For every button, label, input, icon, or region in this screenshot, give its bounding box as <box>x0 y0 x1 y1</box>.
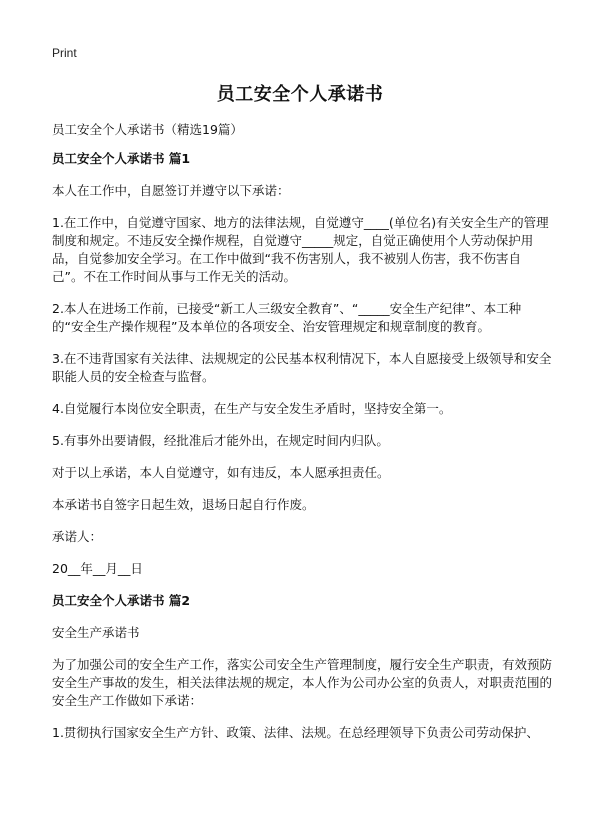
paragraph: 2.本人在进场工作前，已接受“新工人三级安全教育”、“_____安全生产纪律”、本工种的“安全生产操作规程”及本单位的各项安全、治安管理规定和规章制度的教育。 <box>52 301 522 334</box>
paragraph: 为了加强公司的安全生产工作，落实公司安全生产管理制度，履行安全生产职责，有效预防安全生产事故的发生，相关法律法规的规定，本人作为公司办公室的负责人，对职责范围的安全生产工作做如下承诺： <box>52 657 553 708</box>
paragraph: 3.在不违背国家有关法律、法规规定的公民基本权利情况下，本人自愿接受上级领导和安全职能人员的安全检查与监督。 <box>52 351 552 384</box>
section-heading: 员工安全个人承诺书 篇1 <box>52 151 191 166</box>
paragraph: 安全生产承诺书 <box>52 625 140 640</box>
paragraph: 5.有事外出要请假，经批准后才能外出，在规定时间内归队。 <box>52 433 389 448</box>
signer-label: 承诺人： <box>52 529 103 544</box>
paragraph: 1.贯彻执行国家安全生产方针、政策、法律、法规。在总经理领导下负责公司劳动保护、 <box>52 725 539 740</box>
document-subtitle: 员工安全个人承诺书（精选19篇） <box>52 122 243 137</box>
print-link[interactable]: Print <box>52 46 77 60</box>
document-body <box>52 150 552 756</box>
paragraph: 本承诺书自签字日起生效，退场日起自行作废。 <box>52 497 315 512</box>
paragraph: 对于以上承诺，本人自觉遵守，如有违反，本人愿承担责任。 <box>52 465 390 480</box>
paragraph: 本人在工作中，自愿签订并遵守以下承诺： <box>52 183 290 198</box>
date-line: 20__年__月__日 <box>52 561 143 576</box>
paragraph: 4.自觉履行本岗位安全职责，在生产与安全发生矛盾时，坚持安全第一。 <box>52 401 452 416</box>
section-heading: 员工安全个人承诺书 篇2 <box>52 593 191 608</box>
document-title: 员工安全个人承诺书 <box>216 84 384 105</box>
paragraph: 1.在工作中，自觉遵守国家、地方的法律法规，自觉遵守____(单位名)有关安全生产的管理制度和规定。不违反安全操作规程，自觉遵守_____规定，自觉正确使用个人劳动保护用品，自觉参加安全学习。在工作中做到“我不伤害别人，我不被别人伤害，我不伤害自己”。不在工作时间从事与工作无关的活动。 <box>52 215 549 284</box>
